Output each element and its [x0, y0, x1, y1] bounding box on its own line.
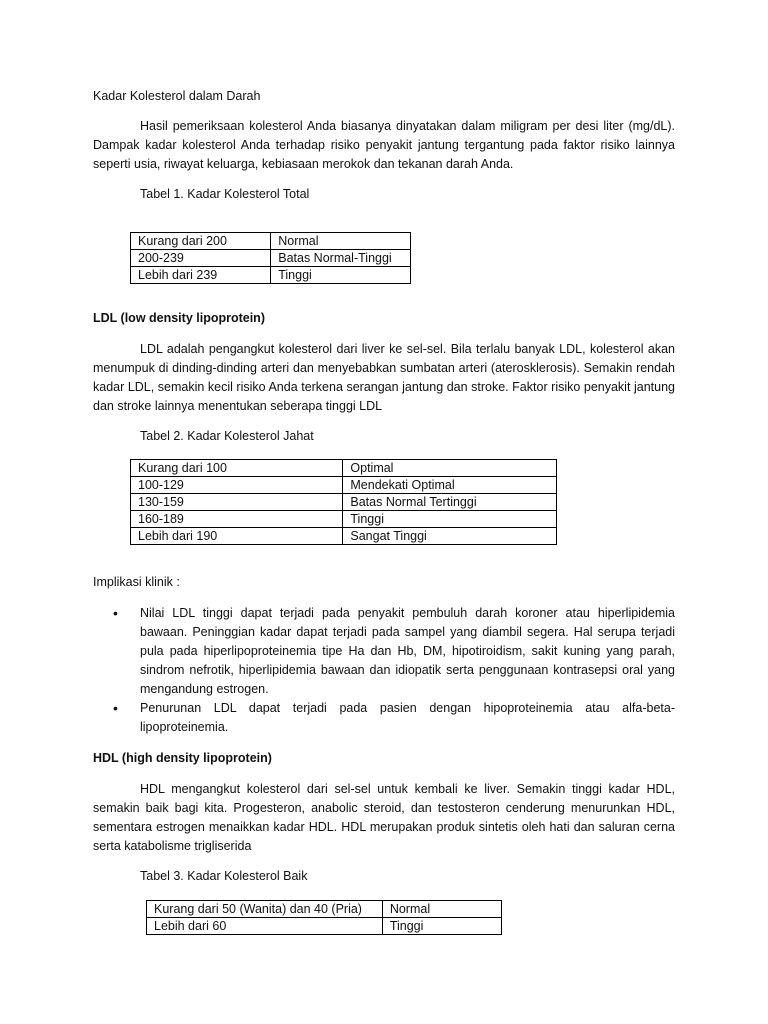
- table-cell: Tinggi: [382, 918, 501, 935]
- table-cell: Kurang dari 50 (Wanita) dan 40 (Pria): [147, 901, 383, 918]
- hdl-heading: HDL (high density lipoprotein): [93, 751, 272, 765]
- table-cell: Optimal: [343, 460, 557, 477]
- table-cell: Kurang dari 200: [131, 233, 271, 250]
- table-cell: Normal: [382, 901, 501, 918]
- page-title: Kadar Kolesterol dalam Darah: [93, 89, 261, 103]
- table-cell: Lebih dari 60: [147, 918, 383, 935]
- table-cell: Mendekati Optimal: [343, 477, 557, 494]
- table-row: [131, 267, 411, 284]
- table2: [130, 459, 557, 545]
- table-cell: Tinggi: [343, 511, 557, 528]
- table3-caption: Tabel 3. Kadar Kolesterol Baik: [140, 869, 308, 883]
- table-cell: Lebih dari 190: [131, 528, 343, 545]
- bullet-icon: •: [113, 605, 118, 621]
- table-cell: 130-159: [131, 494, 343, 511]
- table-cell: 160-189: [131, 511, 343, 528]
- list-item-text: Penurunan LDL dapat terjadi pada pasien dengan hipoproteinemia atau alfa-beta-lipoproteinemia.: [140, 701, 675, 734]
- intro-paragraph: [93, 117, 675, 174]
- table2-caption: Tabel 2. Kadar Kolesterol Jahat: [140, 429, 314, 443]
- table-cell: Tinggi: [271, 267, 411, 284]
- ldl-paragraph: [93, 340, 675, 416]
- table-row: [131, 511, 557, 528]
- list-item: [93, 699, 675, 737]
- table-row: [131, 477, 557, 494]
- implikasi-list: [93, 604, 675, 737]
- hdl-text: HDL mengangkut kolesterol dari sel-sel untuk kembali ke liver. Semakin tinggi kadar HDL, semakin baik bagi kita. Progesteron, anabolic steroid, dan testosteron cenderung menurunkan HDL, sementara estrogen menaikkan kadar HDL. HDL merupakan produk sintetis oleh hati dan saluran cerna serta katabolisme trigliserida: [93, 782, 675, 853]
- table-cell: Sangat Tinggi: [343, 528, 557, 545]
- table-row: [147, 918, 502, 935]
- table-row: [131, 233, 411, 250]
- table-cell: 200-239: [131, 250, 271, 267]
- table-cell: Normal: [271, 233, 411, 250]
- table-row: [147, 901, 502, 918]
- table-cell: Batas Normal Tertinggi: [343, 494, 557, 511]
- table-cell: 100-129: [131, 477, 343, 494]
- table-row: [131, 250, 411, 267]
- ldl-heading: LDL (low density lipoprotein): [93, 311, 265, 325]
- list-item: [93, 604, 675, 699]
- ldl-text: LDL adalah pengangkut kolesterol dari liver ke sel-sel. Bila terlalu banyak LDL, kolesterol akan menumpuk di dinding-dinding arteri dan menyebabkan sumbatan arteri (aterosklerosis). Semakin rendah kadar LDL, semakin kecil risiko Anda terkena serangan jantung dan stroke. Faktor risiko penyakit jantung dan stroke lainnya menentukan seberapa tinggi LDL: [93, 342, 675, 413]
- table-cell: Batas Normal-Tinggi: [271, 250, 411, 267]
- bullet-icon: •: [113, 700, 118, 716]
- table-row: [131, 460, 557, 477]
- table1-caption: Tabel 1. Kadar Kolesterol Total: [140, 187, 310, 201]
- hdl-paragraph: [93, 780, 675, 856]
- table-cell: Lebih dari 239: [131, 267, 271, 284]
- table-row: [131, 528, 557, 545]
- table1: [130, 232, 411, 284]
- table-cell: Kurang dari 100: [131, 460, 343, 477]
- table-row: [131, 494, 557, 511]
- table3: [146, 900, 502, 935]
- intro-text: Hasil pemeriksaan kolesterol Anda biasanya dinyatakan dalam miligram per desi liter (mg/dL). Dampak kadar kolesterol Anda terhadap risiko penyakit jantung tergantung pada faktor risiko lainnya seperti usia, riwayat keluarga, kebiasaan merokok dan tekanan darah Anda.: [93, 119, 675, 171]
- implikasi-heading: Implikasi klinik :: [93, 575, 180, 589]
- list-item-text: Nilai LDL tinggi dapat terjadi pada penyakit pembuluh darah koroner atau hiperlipidemia bawaan. Peninggian kadar dapat terjadi pada sampel yang diambil segera. Hal serupa terjadi pula pada hiperlipoproteinemia tipe Ha dan Hb, DM, hipotiroidism, sakit kuning yang parah, sindrom nefrotik, hiperlipidemia bawaan dan idiopatik serta penggunaan kontrasepsi oral yang mengandung estrogen.: [140, 606, 675, 696]
